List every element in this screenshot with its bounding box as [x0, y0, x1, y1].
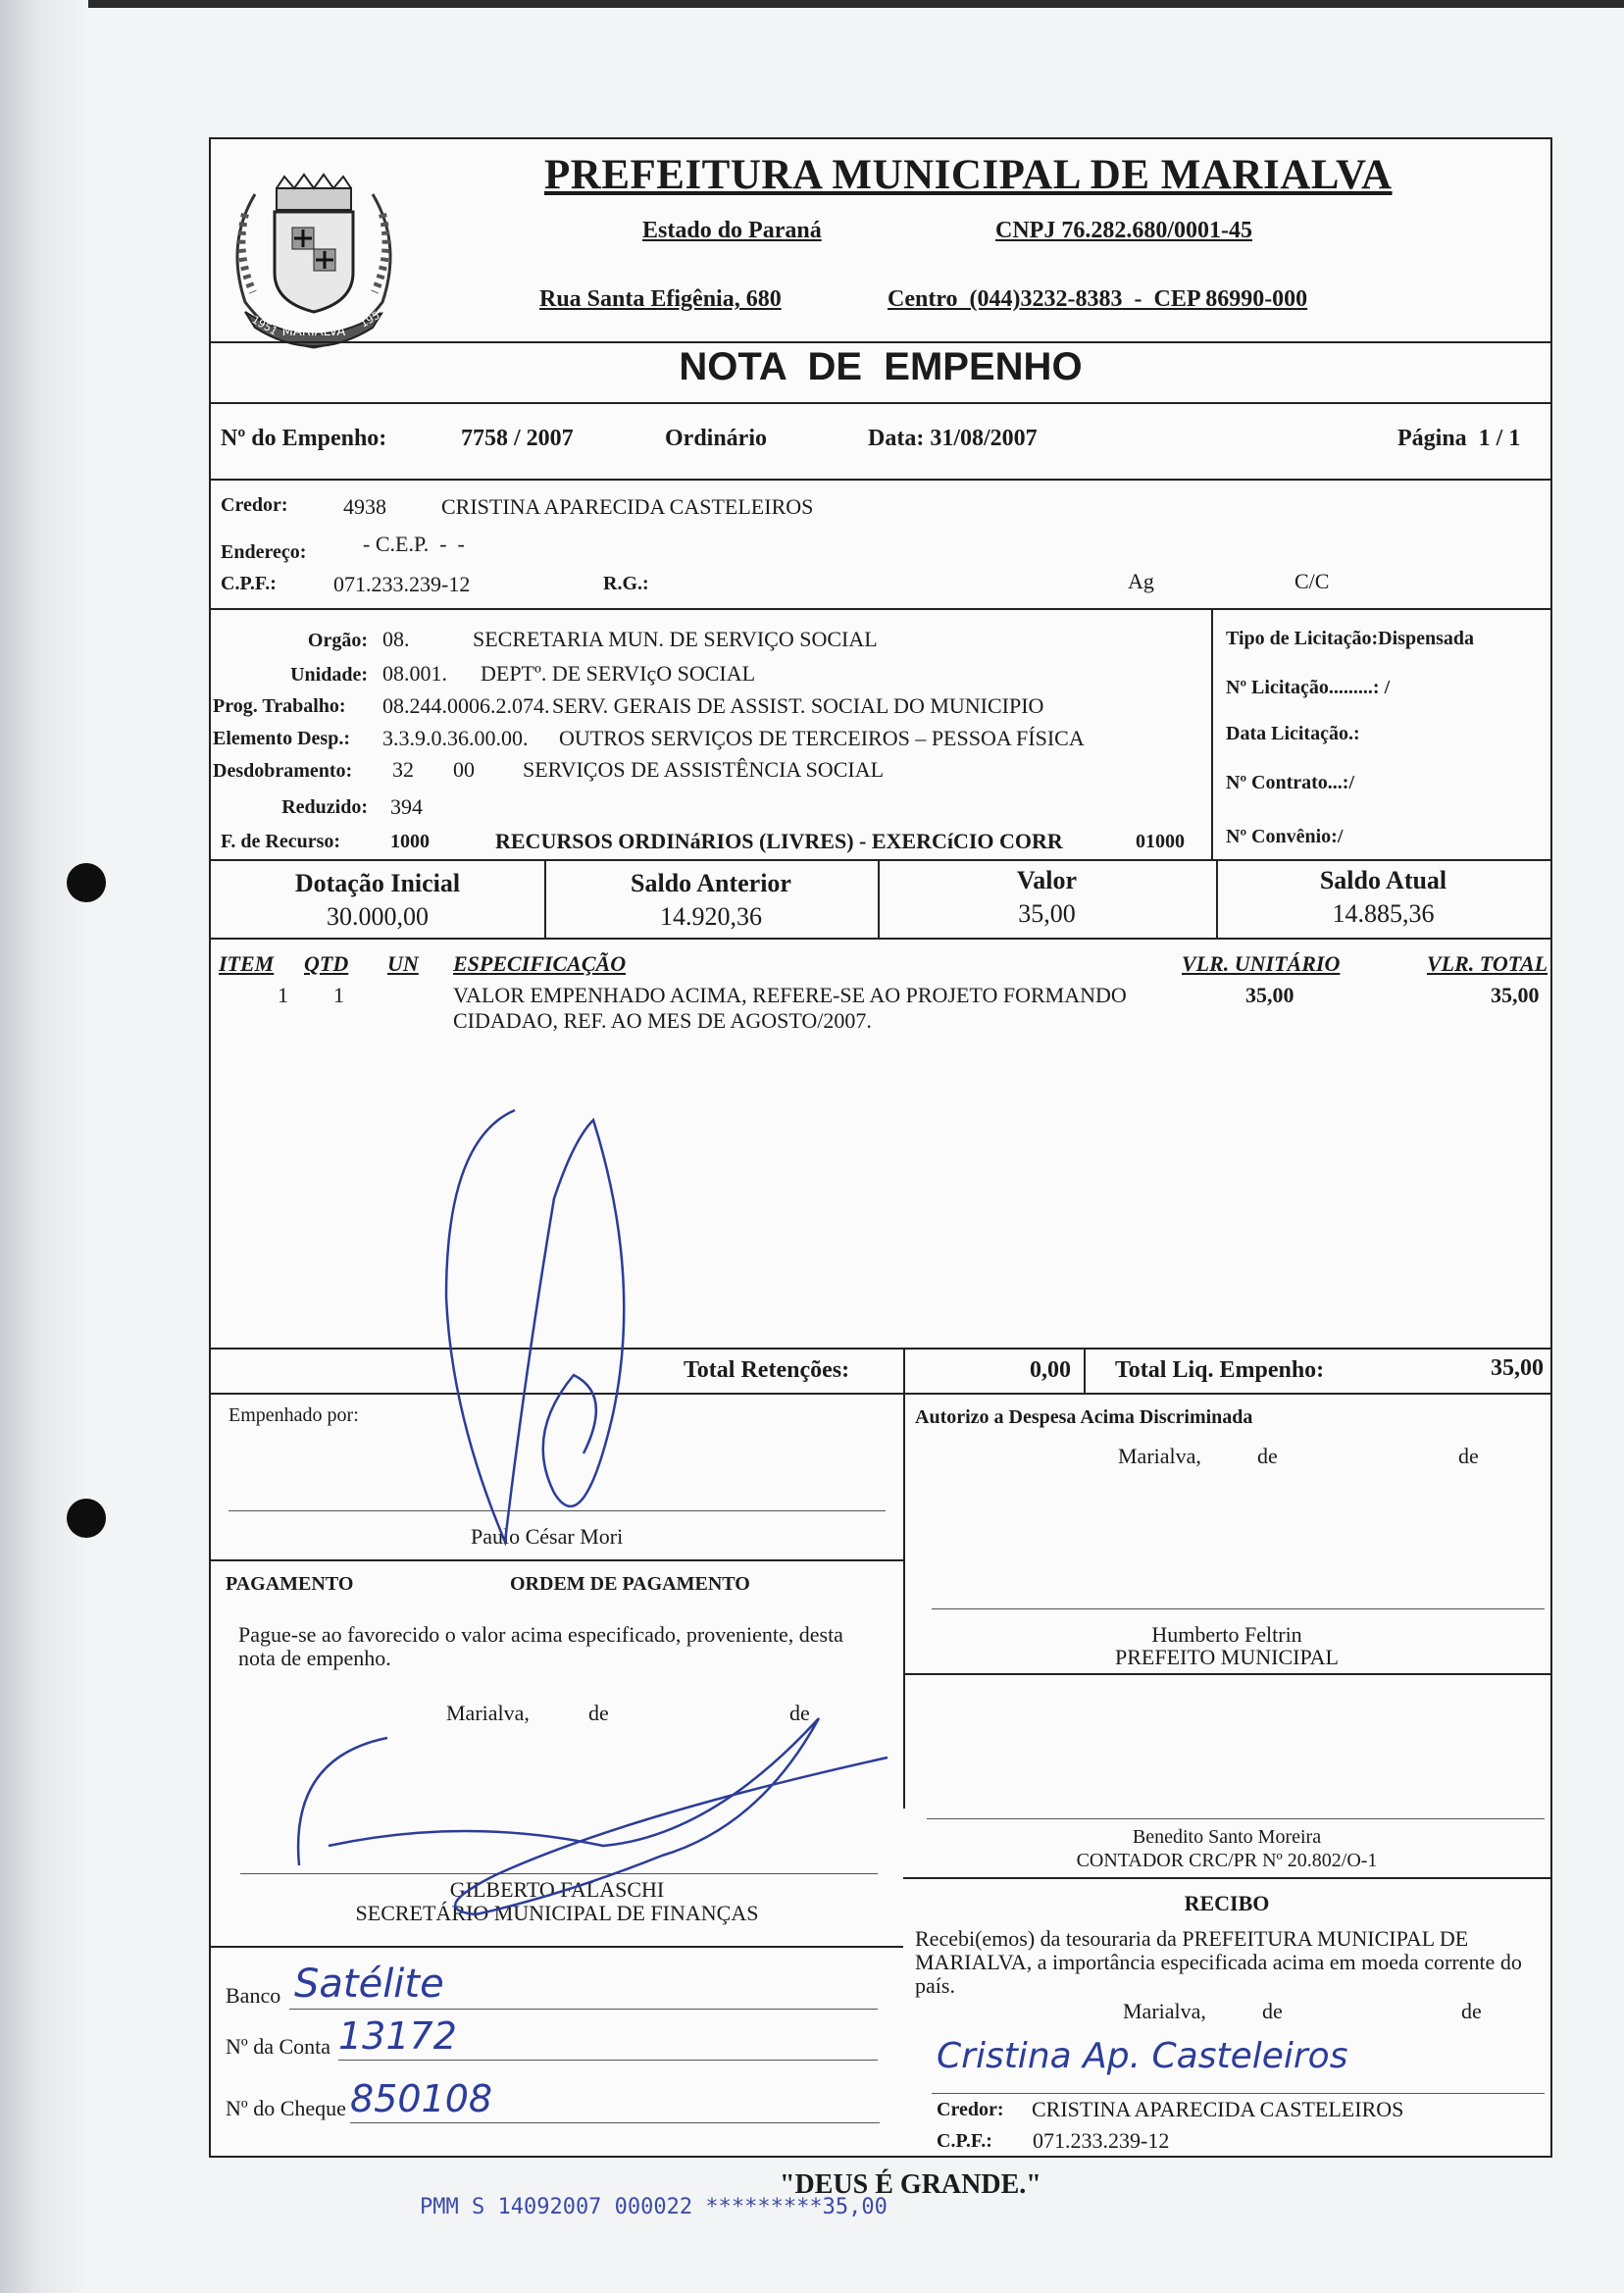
desdobramento-code: 32 — [392, 757, 414, 782]
punch-hole — [67, 1499, 106, 1538]
pagamento-place: Marialva, — [446, 1701, 530, 1725]
recurso-label: F. de Recurso: — [221, 831, 341, 852]
page-number: Página 1 / 1 — [1397, 426, 1521, 451]
item-desc-line2: CIDADAO, REF. AO MES DE AGOSTO/2007. — [453, 1008, 872, 1033]
orgao-desc: SECRETARIA MUN. DE SERVIÇO SOCIAL — [473, 627, 878, 651]
divider — [211, 859, 1550, 861]
item-qtd: 1 — [333, 983, 344, 1007]
recibo-label: RECIBO — [1184, 1891, 1270, 1915]
credor-signature: Cristina Ap. Casteleiros — [937, 2036, 1348, 2076]
col-especificacao-header: ESPECIFICAÇÃO — [453, 951, 627, 976]
unidade-desc: DEPTº. DE SERVIçO SOCIAL — [481, 661, 756, 686]
cpf-label: C.P.F.: — [221, 573, 277, 594]
item-desc-line1: VALOR EMPENHADO ACIMA, REFERE-SE AO PROJETO FORMANDO — [453, 983, 1127, 1007]
contrato-numero: Nº Contrato...:/ — [1226, 772, 1355, 793]
col-un-header: UN — [387, 951, 419, 976]
licitacao-data: Data Licitação.: — [1226, 723, 1360, 744]
orgao-label: Orgão: — [307, 630, 368, 651]
elemento-code: 3.3.9.0.36.00.00. — [382, 726, 529, 750]
cnpj-label: CNPJ 76.282.680/0001-45 — [995, 218, 1252, 243]
saldo-atual-label: Saldo Atual — [1319, 866, 1447, 894]
endereco-value: - C.E.P. - - — [363, 532, 465, 556]
svg-text:1953: 1953 — [358, 305, 388, 331]
saldo-anterior-label: Saldo Anterior — [631, 869, 791, 897]
liquido-value: 35,00 — [1491, 1355, 1544, 1381]
empenho-date: Data: 31/08/2007 — [868, 426, 1038, 451]
pagamento-de2: de — [789, 1701, 810, 1725]
autorizo-de2: de — [1458, 1444, 1479, 1468]
svg-text:1951: 1951 — [249, 313, 280, 338]
recibo-de1: de — [1262, 1999, 1283, 2023]
empenhado-label: Empenhado por: — [228, 1404, 359, 1426]
desdobramento-label: Desdobramento: — [213, 760, 353, 782]
retencoes-value: 0,00 — [1030, 1357, 1071, 1383]
divider — [211, 479, 1550, 481]
recibo-text-line2: MARIALVA, a importância especificada acima em moeda corrente do — [915, 1950, 1522, 1974]
recibo-credor-value: CRISTINA APARECIDA CASTELEIROS — [1032, 2097, 1404, 2121]
recibo-place: Marialva, — [1123, 1999, 1206, 2023]
endereco-label: Endereço: — [221, 541, 307, 563]
scan-top-edge — [0, 0, 1624, 8]
saldo-atual-value: 14.885,36 — [1332, 899, 1435, 928]
cheque-label: Nº do Cheque — [226, 2096, 346, 2120]
liquido-label: Total Liq. Empenho: — [1115, 1357, 1325, 1383]
recurso-number: 01000 — [1136, 831, 1185, 852]
credor-name: CRISTINA APARECIDA CASTELEIROS — [441, 494, 814, 519]
item-number: 1 — [278, 983, 288, 1007]
ordem-pagamento-label: ORDEM DE PAGAMENTO — [510, 1573, 750, 1595]
autorizo-label: Autorizo a Despesa Acima Discriminada — [915, 1406, 1253, 1428]
elemento-desc: OUTROS SERVIÇOS DE TERCEIROS – PESSOA FÍSICA — [559, 726, 1085, 750]
licitacao-numero: Nº Licitação.........: / — [1226, 677, 1391, 698]
dotacao-label: Dotação Inicial — [294, 869, 461, 897]
convenio-numero: Nº Convênio:/ — [1226, 826, 1344, 847]
divider — [903, 1877, 1550, 1879]
valor-label: Valor — [1016, 866, 1078, 894]
conta-value: 13172 — [338, 2014, 457, 2058]
prog-code: 08.244.0006.2.074. — [382, 693, 550, 718]
saldo-anterior-value: 14.920,36 — [660, 902, 762, 931]
credor-code: 4938 — [343, 494, 386, 519]
signature-line — [932, 1608, 1545, 1609]
rg-label: R.G.: — [603, 573, 649, 594]
signature-line — [932, 2093, 1545, 2094]
item-total-value: 35,00 — [1491, 983, 1540, 1007]
unidade-label: Unidade: — [290, 664, 368, 686]
retencoes-label: Total Retenções: — [684, 1357, 850, 1383]
unidade-code: 08.001. — [382, 661, 447, 686]
divider — [211, 341, 1550, 343]
divider — [211, 938, 1550, 940]
reduzido-value: 394 — [390, 794, 423, 819]
elemento-label: Elemento Desp.: — [213, 728, 350, 749]
empenho-type: Ordinário — [665, 426, 768, 451]
reduzido-label: Reduzido: — [281, 796, 368, 818]
divider — [211, 402, 1550, 404]
nota-de-empenho-document — [209, 137, 1552, 2158]
field-line — [289, 2009, 878, 2010]
prog-label: Prog. Trabalho: — [213, 695, 346, 717]
recibo-credor-label: Credor: — [937, 2099, 1004, 2120]
signature-scribble-icon — [407, 1081, 701, 1708]
col-qtd-header: QTD — [304, 951, 349, 976]
pagamento-text-line1: Pague-se ao favorecido o valor acima especificado, proveniente, desta — [238, 1622, 843, 1647]
autorizo-place: Marialva, — [1118, 1444, 1201, 1468]
secretary-title: SECRETÁRIO MUNICIPAL DE FINANÇAS — [355, 1901, 759, 1925]
divider — [211, 1946, 903, 1948]
cc-label: C/C — [1294, 569, 1330, 593]
pagamento-label: PAGAMENTO — [226, 1573, 354, 1595]
punch-hole — [67, 863, 106, 902]
municipal-crest-icon — [216, 155, 412, 361]
ag-label: Ag — [1128, 569, 1154, 593]
secretary-name: GILBERTO FALASCHI — [449, 1877, 665, 1902]
col-unitario-header: VLR. UNITÁRIO — [1182, 951, 1341, 976]
pagamento-text-line2: nota de empenho. — [238, 1646, 391, 1670]
desdobramento-sub: 00 — [453, 757, 475, 782]
field-line — [338, 2060, 878, 2061]
recibo-de2: de — [1461, 1999, 1482, 2023]
conta-label: Nº da Conta — [226, 2034, 331, 2059]
dotacao-value: 30.000,00 — [327, 902, 429, 931]
divider — [211, 608, 1550, 610]
desdobramento-desc: SERVIÇOS DE ASSISTÊNCIA SOCIAL — [523, 757, 885, 782]
field-line — [350, 2122, 880, 2123]
mayor-title: PREFEITO MUNICIPAL — [1115, 1645, 1339, 1669]
accountant-name: Benedito Santo Moreira — [1132, 1826, 1322, 1848]
recurso-desc: RECURSOS ORDINáRIOS (LIVRES) - EXERCíCIO CORR — [495, 829, 1063, 853]
recibo-text-line3: país. — [915, 1973, 955, 1998]
divider — [1211, 608, 1213, 859]
banco-value: Satélite — [294, 1962, 444, 2007]
recibo-cpf-label: C.P.F.: — [937, 2130, 992, 2152]
item-unit-value: 35,00 — [1245, 983, 1294, 1007]
recurso-code: 1000 — [390, 831, 430, 852]
recibo-text-line1: Recebi(emos) da tesouraria da PREFEITURA MUNICIPAL DE — [915, 1926, 1469, 1951]
payment-stamp: PMM S 14092007 000022 *********35,00 — [420, 2195, 888, 2219]
mayor-name: Humberto Feltrin — [1151, 1622, 1302, 1647]
empenho-label: Nº do Empenho: — [221, 426, 387, 451]
scan-left-edge — [0, 0, 88, 2293]
banco-label: Banco — [226, 1983, 281, 2008]
prog-desc: SERV. GERAIS DE ASSIST. SOCIAL DO MUNICIPIO — [552, 693, 1044, 718]
address-label: Rua Santa Efigênia, 680 — [539, 286, 782, 312]
svg-text:MARIALVA: MARIALVA — [281, 325, 346, 339]
valor-value: 35,00 — [1018, 899, 1076, 928]
autorizo-de1: de — [1257, 1444, 1278, 1468]
accountant-title: CONTADOR CRC/PR Nº 20.802/O-1 — [1076, 1850, 1378, 1871]
empenhado-name: Paulo César Mori — [471, 1524, 624, 1549]
divider — [903, 1673, 1550, 1675]
licitacao-tipo: Tipo de Licitação:Dispensada — [1226, 628, 1474, 649]
footer-motto: "DEUS É GRANDE." — [780, 2169, 1041, 2200]
recibo-cpf-value: 071.233.239-12 — [1033, 2128, 1170, 2153]
pagamento-de1: de — [588, 1701, 609, 1725]
contact-label: Centro (044)3232-8383 - CEP 86990-000 — [888, 286, 1308, 312]
divider — [1084, 1348, 1086, 1393]
signature-scribble-icon — [270, 1699, 917, 1924]
page-title: PREFEITURA MUNICIPAL DE MARIALVA — [544, 152, 1393, 198]
credor-label: Credor: — [221, 494, 288, 516]
state-label: Estado do Paraná — [642, 218, 822, 243]
col-item-header: ITEM — [219, 951, 275, 976]
signature-line — [927, 1818, 1545, 1819]
orgao-code: 08. — [382, 627, 410, 651]
cpf-value: 071.233.239-12 — [333, 572, 471, 596]
cheque-value: 850108 — [350, 2077, 493, 2120]
col-total-header: VLR. TOTAL — [1427, 951, 1548, 976]
empenho-number: 7758 / 2007 — [461, 426, 574, 451]
document-title: NOTA DE EMPENHO — [679, 345, 1083, 388]
